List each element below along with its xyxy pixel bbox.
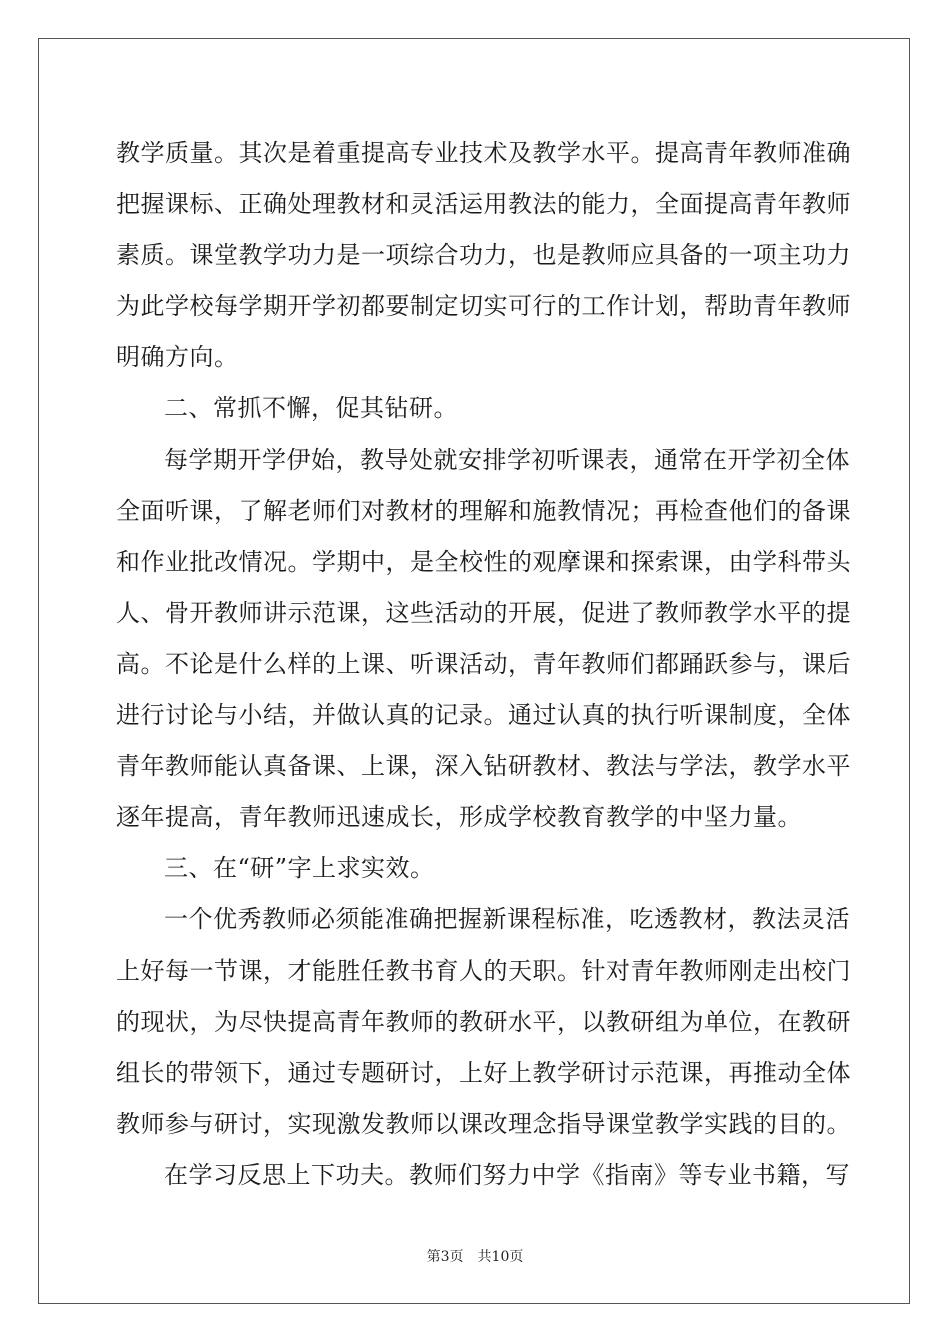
text-line: 青年教师能认真备课、上课，深入钻研教材、教法与学法，教学水平	[116, 752, 851, 781]
section-heading: 三、在“研”字上求实效。	[164, 854, 435, 883]
text-line: 人、骨开教师讲示范课，这些活动的开展，促进了教师教学水平的提	[116, 598, 851, 627]
text-line: 一个优秀教师必须能准确把握新课程标准，吃透教材，教法灵活	[164, 905, 850, 934]
text-line: 在学习反思上下功夫。教师们努力中学《指南》等专业书籍，写	[164, 1160, 850, 1189]
text-line: 把握课标、正确处理教材和灵活运用教法的能力，全面提高青年教师	[116, 190, 851, 219]
text-line: 的现状，为尽快提高青年教师的教研水平，以教研组为单位，在教研	[116, 1007, 851, 1036]
page-footer	[0, 1246, 950, 1266]
text-line: 全面听课，了解老师们对教材的理解和施教情况；再检查他们的备课	[116, 496, 851, 525]
text-line: 组长的带领下，通过专题研讨，上好上教学研讨示范课，再推动全体	[116, 1058, 851, 1087]
page-number: 第3页	[426, 1249, 464, 1265]
text-line: 上好每一节课，才能胜任教书育人的天职。针对青年教师刚走出校门	[116, 956, 851, 985]
text-line: 高。不论是什么样的上课、听课活动，青年教师们都踊跃参与，课后	[116, 649, 851, 678]
document-body	[116, 128, 851, 1201]
section-heading: 二、常抓不懈，促其钻研。	[164, 394, 458, 423]
text-line: 明确方向。	[116, 343, 239, 372]
text-line: 素质。课堂教学功力是一项综合功力，也是教师应具备的一项主功力	[116, 241, 851, 270]
text-line: 逐年提高，青年教师迅速成长，形成学校教育教学的中坚力量。	[116, 803, 802, 832]
page-total: 共10页	[477, 1249, 524, 1265]
text-line: 为此学校每学期开学初都要制定切实可行的工作计划，帮助青年教师	[116, 292, 851, 321]
text-line: 教学质量。其次是着重提高专业技术及教学水平。提高青年教师准确	[116, 139, 851, 167]
text-line: 教师参与研讨，实现激发教师以课改理念指导课堂教学实践的目的。	[116, 1109, 851, 1138]
text-line: 和作业批改情况。学期中，是全校性的观摩课和探索课，由学科带头	[116, 547, 851, 576]
text-line: 每学期开学伊始，教导处就安排学初听课表，通常在开学初全体	[164, 445, 850, 474]
text-line: 进行讨论与小结，并做认真的记录。通过认真的执行听课制度，全体	[116, 701, 851, 730]
